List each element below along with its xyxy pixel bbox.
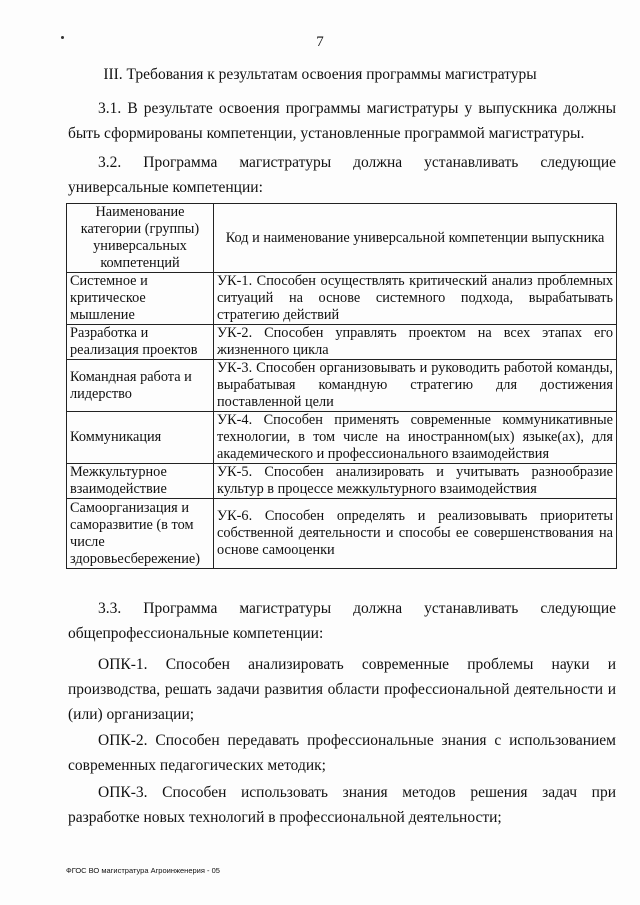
category-cell: Межкультурное взаимодействие <box>67 464 214 499</box>
opk-1: ОПК-1. Способен анализировать современные проблемы науки и производства, решать задачи развития области профессиональной деятельности и (или) организации; <box>68 656 616 723</box>
paragraph-3-2: 3.2. Программа магистратуры должна устанавливать следующие универсальные компетенции: <box>68 154 616 196</box>
table-row <box>67 325 617 360</box>
competence-cell: УК-3. Способен организовывать и руководить работой команды, вырабатывая командную стратегию для достижения поставленной цели <box>214 360 617 412</box>
paragraph-3-3: 3.3. Программа магистратуры должна устанавливать следующие общепрофессиональные компетенции: <box>68 600 616 642</box>
competence-cell: УК-6. Способен определять и реализовывать приоритеты собственной деятельности и способы ее совершенствования на основе самооценки <box>214 499 617 569</box>
category-cell: Самоорганизация и саморазвитие (в том числе здоровьесбережение) <box>67 499 214 569</box>
header-competence: Код и наименование универсальной компетенции выпускника <box>214 204 617 273</box>
table-row <box>67 273 617 325</box>
table-row <box>67 499 617 569</box>
category-cell: Командная работа и лидерство <box>67 360 214 412</box>
category-cell: Системное и критическое мышление <box>67 273 214 325</box>
universal-competences-table <box>66 203 617 569</box>
opk-2: ОПК-2. Способен передавать профессиональные знания с использованием современных педагогических методик; <box>68 732 616 774</box>
opk-3: ОПК-3. Способен использовать знания методов решения задач при разработке новых технологий в профессиональной деятельности; <box>68 784 616 826</box>
competence-cell: УК-4. Способен применять современные коммуникативные технологии, в том числе на иностранном(ых) языке(ах), для академического и профессионального взаимодействия <box>214 412 617 464</box>
table-row <box>67 412 617 464</box>
footer-label: ФГОС ВО магистратура Агроинженерия - 05 <box>66 866 220 875</box>
competence-cell: УК-2. Способен управлять проектом на всех этапах его жизненного цикла <box>214 325 617 360</box>
competence-cell: УК-5. Способен анализировать и учитывать разнообразие культур в процессе межкультурного взаимодействия <box>214 464 617 499</box>
table-row <box>67 360 617 412</box>
category-cell: Разработка и реализация проектов <box>67 325 214 360</box>
table-row <box>67 464 617 499</box>
paragraph-3-1: 3.1. В результате освоения программы магистратуры у выпускника должны быть сформированы компетенции, установленные программой магистратуры. <box>68 100 616 142</box>
competence-cell: УК-1. Способен осуществлять критический анализ проблемных ситуаций на основе системного подхода, вырабатывать стратегию действий <box>214 273 617 325</box>
category-cell: Коммуникация <box>67 412 214 464</box>
table-header-row <box>67 204 617 273</box>
section-title: III. Требования к результатам освоения программы магистратуры <box>103 66 537 83</box>
page-number: 7 <box>316 34 324 50</box>
header-category: Наименование категории (группы) универсальных компетенций <box>67 204 214 273</box>
